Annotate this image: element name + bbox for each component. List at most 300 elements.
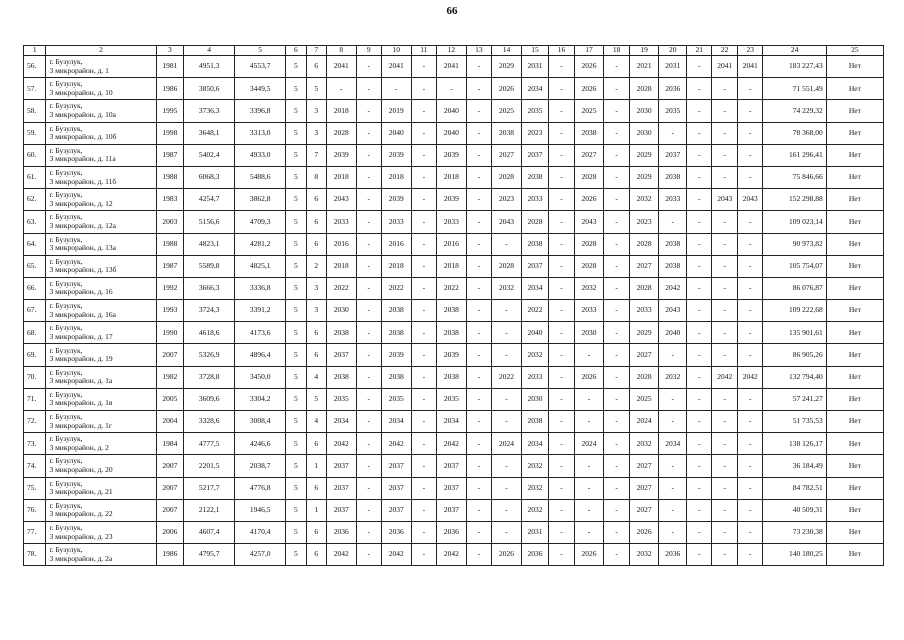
table-cell: 2031 [521,521,549,543]
table-cell: - [549,411,575,433]
table-cell: 2037 [326,455,356,477]
table-cell: - [466,344,492,366]
table-row [24,255,884,277]
table-cell: 6 [306,477,326,499]
table-cell: 2007 [156,499,184,521]
table-cell: 1986 [156,78,184,100]
table-cell: 2018 [437,255,467,277]
table-cell: 73. [24,433,46,455]
table-cell: - [604,455,630,477]
table-cell: 2037 [437,499,467,521]
table-cell: - [686,388,712,410]
table-cell: - [686,233,712,255]
table-cell: - [712,344,738,366]
table-row [24,388,884,410]
table-cell: 1981 [156,56,184,78]
column-header: 19 [629,46,659,56]
table-cell: 2004 [156,411,184,433]
table-cell: - [492,322,522,344]
table-cell: 68. [24,322,46,344]
table-cell: 76. [24,499,46,521]
table-cell: 65. [24,255,46,277]
column-header: 6 [286,46,306,56]
table-cell: 2039 [382,144,412,166]
table-cell: - [549,189,575,211]
table-cell: 3328,6 [184,411,235,433]
table-cell: 74. [24,455,46,477]
table-cell: 2029 [629,322,659,344]
table-cell: 86 076,87 [763,277,826,299]
table-cell: - [411,233,437,255]
table-cell: Нет [826,521,883,543]
table-cell: 4777,5 [184,433,235,455]
table-cell: 2038 [659,255,687,277]
table-cell: - [604,166,630,188]
table-cell: 2037 [382,499,412,521]
table-cell: г. Бузулук, 3 микрорайон, д. 2а [46,544,156,566]
table-cell: - [411,56,437,78]
table-cell: 2037 [326,477,356,499]
column-header: 25 [826,46,883,56]
column-header: 21 [686,46,712,56]
column-header: 11 [411,46,437,56]
table-cell: - [686,322,712,344]
table-cell: - [549,300,575,322]
table-cell: - [737,388,763,410]
table-cell: 3648,1 [184,122,235,144]
table-cell: 2038 [326,322,356,344]
table-cell: 2043 [326,189,356,211]
table-cell: - [737,78,763,100]
table-cell: - [604,388,630,410]
table-cell: 3391,2 [235,300,286,322]
table-cell: - [686,433,712,455]
table-cell: 5156,6 [184,211,235,233]
table-cell: - [356,211,382,233]
table-cell: 1986 [156,544,184,566]
table-cell: 3609,6 [184,388,235,410]
table-cell: - [659,521,687,543]
table-cell: 2038 [382,322,412,344]
table-cell: - [712,322,738,344]
table-cell: - [466,166,492,188]
table-cell: - [549,455,575,477]
table-cell: - [466,100,492,122]
table-cell: 2035 [437,388,467,410]
table-cell: 1 [306,455,326,477]
table-cell: - [604,477,630,499]
table-cell: 5 [286,166,306,188]
table-cell: 2033 [521,189,549,211]
table-cell: 1988 [156,233,184,255]
table-cell: 2018 [382,255,412,277]
table-cell: 3449,5 [235,78,286,100]
table-cell: 2033 [574,300,604,322]
table-cell: - [356,255,382,277]
table-cell: - [549,433,575,455]
table-cell: г. Бузулук, 3 микрорайон, д. 11б [46,166,156,188]
table-cell: - [659,211,687,233]
table-cell: - [466,78,492,100]
table-cell: Нет [826,211,883,233]
table-cell: 5 [286,122,306,144]
table-cell: 6068,3 [184,166,235,188]
table-cell: 5589,8 [184,255,235,277]
table-cell: - [466,322,492,344]
table-cell: - [659,411,687,433]
table-cell: 5 [286,233,306,255]
table-cell: 2038 [521,233,549,255]
table-cell: Нет [826,56,883,78]
table-cell: - [686,100,712,122]
table-cell: 2040 [382,122,412,144]
table-cell: 4257,0 [235,544,286,566]
table-cell: 66. [24,277,46,299]
table-row [24,499,884,521]
table-cell: - [604,122,630,144]
table-cell: 2007 [156,455,184,477]
table-cell: 4896,4 [235,344,286,366]
table-cell: - [686,144,712,166]
table-cell: 2027 [629,344,659,366]
table-cell: - [549,100,575,122]
table-cell: 71 551,49 [763,78,826,100]
column-header: 1 [24,46,46,56]
table-cell: 3850,6 [184,78,235,100]
table-cell: Нет [826,411,883,433]
table-cell: 2022 [326,277,356,299]
table-cell: 2033 [659,189,687,211]
table-cell: 78. [24,544,46,566]
table-cell: 2042 [326,544,356,566]
table-cell: 2018 [326,255,356,277]
table-cell: - [356,300,382,322]
table-cell: 5 [286,300,306,322]
table-cell: - [712,255,738,277]
table-cell: 2005 [156,388,184,410]
table-cell: 59. [24,122,46,144]
table-cell: 4 [306,411,326,433]
table-cell: - [466,411,492,433]
table-cell: 75. [24,477,46,499]
table-cell: 3736,3 [184,100,235,122]
table-cell: 2030 [521,388,549,410]
table-cell: 2016 [326,233,356,255]
table-cell: - [492,411,522,433]
table-cell: 2037 [437,455,467,477]
table-cell: 2041 [737,56,763,78]
table-cell: 2018 [382,166,412,188]
table-cell: 105 754,07 [763,255,826,277]
table-row [24,521,884,543]
table-cell: - [466,56,492,78]
table-cell: - [659,455,687,477]
table-cell: 183 227,43 [763,56,826,78]
table-cell: 77. [24,521,46,543]
table-cell: 2040 [437,100,467,122]
table-cell: - [604,277,630,299]
table-cell: 5 [286,411,306,433]
table-cell: г. Бузулук, 3 микрорайон, д. 1а [46,366,156,388]
table-row [24,166,884,188]
table-cell: 2033 [382,211,412,233]
table-cell: 2038 [437,366,467,388]
table-cell: - [356,344,382,366]
table-cell: - [574,455,604,477]
table-cell: 3008,4 [235,411,286,433]
table-cell: - [549,255,575,277]
table-cell: 61. [24,166,46,188]
table-cell: - [466,255,492,277]
table-cell: 2028 [629,78,659,100]
table-cell: 5 [286,144,306,166]
table-cell: 2043 [712,189,738,211]
column-header: 9 [356,46,382,56]
table-cell: 2026 [574,366,604,388]
table-cell: - [686,455,712,477]
table-cell: 6 [306,544,326,566]
table-cell: 73 230,38 [763,521,826,543]
table-cell: 2035 [521,100,549,122]
table-cell: 2043 [574,211,604,233]
table-cell: 2022 [437,277,467,299]
table-cell: 1993 [156,300,184,322]
table-cell: 2036 [659,78,687,100]
table-cell: 2038 [382,366,412,388]
table-cell: 3 [306,122,326,144]
column-header: 18 [604,46,630,56]
table-cell: 2038 [659,166,687,188]
table-cell: - [466,477,492,499]
table-cell: 2026 [629,521,659,543]
column-header: 15 [521,46,549,56]
table-cell: 71. [24,388,46,410]
table-cell: 2036 [521,544,549,566]
table-cell: - [737,544,763,566]
table-cell: г. Бузулук, 3 микрорайон, д. 23 [46,521,156,543]
table-cell: 2030 [629,122,659,144]
table-cell: 78 368,00 [763,122,826,144]
table-cell: - [604,56,630,78]
table-cell: 2122,1 [184,499,235,521]
table-cell: 2032 [492,277,522,299]
table-cell: 74 229,32 [763,100,826,122]
table-cell: - [686,78,712,100]
table-cell: - [737,499,763,521]
table-cell: 2003 [156,211,184,233]
table-cell: 2038 [437,322,467,344]
table-cell: - [492,388,522,410]
table-cell: г. Бузулук, 3 микрорайон, д. 2 [46,433,156,455]
table-cell: 6 [306,211,326,233]
table-cell: 2038 [437,300,467,322]
table-cell: 5217,7 [184,477,235,499]
table-cell: - [604,100,630,122]
table-cell: Нет [826,300,883,322]
table-cell: - [712,455,738,477]
table-cell: 2042 [737,366,763,388]
table-cell: 5 [286,499,306,521]
table-cell: 2042 [712,366,738,388]
table-cell: - [356,189,382,211]
table-cell: Нет [826,544,883,566]
table-cell: - [356,544,382,566]
table-cell: - [737,233,763,255]
table-row [24,189,884,211]
table-cell: 7 [306,144,326,166]
column-header: 16 [549,46,575,56]
table-cell: Нет [826,344,883,366]
table-cell: - [411,189,437,211]
table-cell: 2026 [492,544,522,566]
table-cell: Нет [826,189,883,211]
table-cell: Нет [826,499,883,521]
table-row [24,300,884,322]
table-row [24,322,884,344]
table-cell: 2032 [629,433,659,455]
table-cell: г. Бузулук, 3 микрорайон, д. 12а [46,211,156,233]
table-cell: - [686,300,712,322]
table-cell: 2032 [521,344,549,366]
table-cell: - [356,277,382,299]
table-cell: - [659,477,687,499]
table-cell: 2034 [521,78,549,100]
table-cell: - [549,366,575,388]
table-cell: - [712,144,738,166]
table-cell: 2038 [521,411,549,433]
table-cell: г. Бузулук, 3 микрорайон, д. 21 [46,477,156,499]
table-cell: - [549,78,575,100]
table-cell: г. Бузулук, 3 микрорайон, д. 10а [46,100,156,122]
table-cell: Нет [826,233,883,255]
table-cell: - [549,388,575,410]
table-cell: - [604,499,630,521]
table-cell: 2040 [521,322,549,344]
table-cell: 2038 [659,233,687,255]
table-cell: 2037 [437,477,467,499]
table-cell: 2041 [437,56,467,78]
table-cell: - [382,78,412,100]
table-cell: 2006 [156,521,184,543]
table-cell: 2025 [492,100,522,122]
table-cell: 2023 [629,211,659,233]
table-cell: - [356,411,382,433]
table-cell: 2033 [326,211,356,233]
table-cell: - [574,388,604,410]
table-cell: - [549,322,575,344]
table-cell: 2030 [574,322,604,344]
table-cell: - [604,411,630,433]
table-cell: 2029 [492,56,522,78]
table-cell: 6 [306,189,326,211]
table-cell: 2030 [326,300,356,322]
table-cell: 2016 [382,233,412,255]
table-cell: г. Бузулук, 3 микрорайон, д. 17 [46,322,156,344]
table-row [24,411,884,433]
table-cell: - [466,544,492,566]
table-cell: 4170,4 [235,521,286,543]
table-cell: 2021 [629,56,659,78]
table-cell: - [411,78,437,100]
table-cell: - [411,455,437,477]
table-cell: 2027 [574,144,604,166]
table-cell: 1995 [156,100,184,122]
table-cell: - [712,300,738,322]
table-cell: - [604,211,630,233]
table-cell: 2034 [326,411,356,433]
table-cell: 2032 [574,277,604,299]
table-cell: 2038,7 [235,455,286,477]
table-cell: 2040 [437,122,467,144]
table-cell: - [466,521,492,543]
table-cell: - [686,166,712,188]
table-cell: г. Бузулук, 3 микрорайон, д. 10б [46,122,156,144]
table-cell: 3336,8 [235,277,286,299]
table-cell: - [712,388,738,410]
table-cell: 2007 [156,477,184,499]
table-cell: - [737,477,763,499]
table-cell: - [604,300,630,322]
table-cell: - [549,544,575,566]
table-cell: - [712,411,738,433]
table-cell: 6 [306,56,326,78]
table-cell: 2029 [629,166,659,188]
table-cell: 2032 [521,455,549,477]
table-cell: - [686,477,712,499]
table-cell: 2035 [326,388,356,410]
table-cell: - [492,233,522,255]
table-cell: - [712,433,738,455]
table-cell: 2041 [712,56,738,78]
table-cell: - [356,56,382,78]
table-cell: 62. [24,189,46,211]
table-cell: - [737,455,763,477]
table-cell: 64. [24,233,46,255]
table-cell: - [604,433,630,455]
table-cell: 2038 [492,122,522,144]
table-cell: 4607,4 [184,521,235,543]
table-cell: - [411,166,437,188]
table-cell: 40 509,31 [763,499,826,521]
table-cell: - [492,300,522,322]
table-cell: - [549,144,575,166]
table-cell: 2026 [574,544,604,566]
table-cell: - [604,255,630,277]
table-cell: г. Бузулук, 3 микрорайон, д. 1г [46,411,156,433]
table-row [24,344,884,366]
table-cell: - [712,100,738,122]
table-cell: 2037 [326,499,356,521]
column-header: 14 [492,46,522,56]
table-cell: 2032 [521,499,549,521]
table-cell: - [356,521,382,543]
table-cell: 3450,0 [235,366,286,388]
table-cell: 4776,8 [235,477,286,499]
table-cell: - [686,211,712,233]
table-cell: 2032 [629,544,659,566]
table-cell: 3 [306,277,326,299]
table-cell: 2037 [326,344,356,366]
table-cell: г. Бузулук, 3 микрорайон, д. 10 [46,78,156,100]
table-cell: 2039 [437,344,467,366]
table-cell: - [466,277,492,299]
table-cell: - [737,122,763,144]
table-cell: 3666,3 [184,277,235,299]
table-cell: - [549,233,575,255]
table-cell: - [712,78,738,100]
table-cell: 2028 [629,366,659,388]
table-cell: 56. [24,56,46,78]
